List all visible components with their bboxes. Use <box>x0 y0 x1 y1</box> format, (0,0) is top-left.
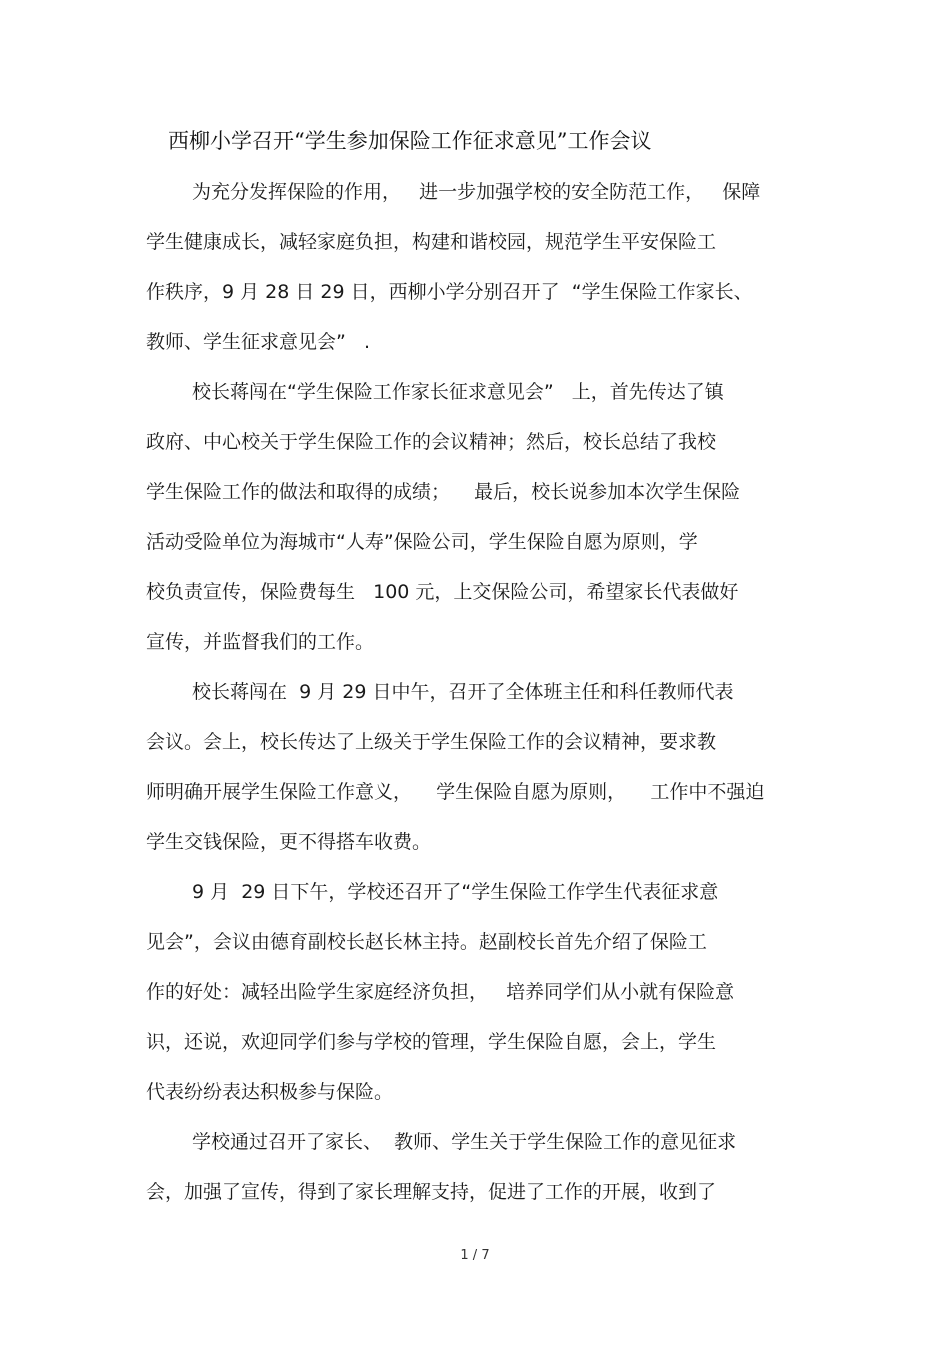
paragraph-line: 政府、中心校关于学生保险工作的会议精神；然后，校长总结了我校 <box>146 431 717 453</box>
paragraph-line: 作的好处：减轻出险学生家庭经济负担， 培养同学们从小就有保险意 <box>146 981 735 1003</box>
paragraph-line: 校长蒋闯在“学生保险工作家长征求意见会” 上，首先传达了镇 <box>192 381 724 403</box>
paragraph-line: 学生保险工作的做法和取得的成绩； 最后，校长说参加本次学生保险 <box>146 481 741 503</box>
paragraph-line: 学校通过召开了家长、 教师、学生关于学生保险工作的意见征求 <box>192 1131 737 1153</box>
paragraph-line: 校长蒋闯在 9 月 29 日中午，召开了全体班主任和科任教师代表 <box>192 681 734 703</box>
paragraph-line: 教师、学生征求意见会” . <box>146 331 371 353</box>
paragraph-line: 校负责宣传，保险费每生 100 元，上交保险公司，希望家长代表做好 <box>146 581 739 603</box>
paragraph-line: 识，还说，欢迎同学们参与学校的管理，学生保险自愿，会上，学生 <box>146 1031 717 1053</box>
paragraph-line: 学生健康成长，减轻家庭负担，构建和谐校园，规范学生平安保险工 <box>146 231 717 253</box>
page-number: 1 / 7 <box>460 1248 490 1263</box>
paragraph-line: 代表纷纷表达积极参与保险。 <box>146 1081 394 1103</box>
paragraph-line: 见会”，会议由德育副校长赵长林主持。赵副校长首先介绍了保险工 <box>146 931 707 953</box>
paragraph-line: 师明确开展学生保险工作意义， 学生保险自愿为原则， 工作中不强迫 <box>146 781 765 803</box>
paragraph-line: 会议。会上，校长传达了上级关于学生保险工作的会议精神，要求教 <box>146 731 717 753</box>
paragraph-line: 活动受险单位为海城市“人寿”保险公司，学生保险自愿为原则，学 <box>146 531 698 553</box>
paragraph-line: 为充分发挥保险的作用， 进一步加强学校的安全防范工作， 保障 <box>192 181 761 203</box>
document-title: 西柳小学召开“学生参加保险工作征求意见”工作会议 <box>168 129 652 153</box>
paragraph-line: 学生交钱保险，更不得搭车收费。 <box>146 831 432 853</box>
paragraph-line: 会，加强了宣传，得到了家长理解支持，促进了工作的开展，收到了 <box>146 1181 717 1203</box>
paragraph-line: 作秩序，9 月 28 日 29 日，西柳小学分别召开了 “学生保险工作家长、 <box>146 281 753 303</box>
paragraph-line: 9 月 29 日下午，学校还召开了“学生保险工作学生代表征求意 <box>192 881 719 903</box>
paragraph-line: 宣传，并监督我们的工作。 <box>146 631 375 653</box>
